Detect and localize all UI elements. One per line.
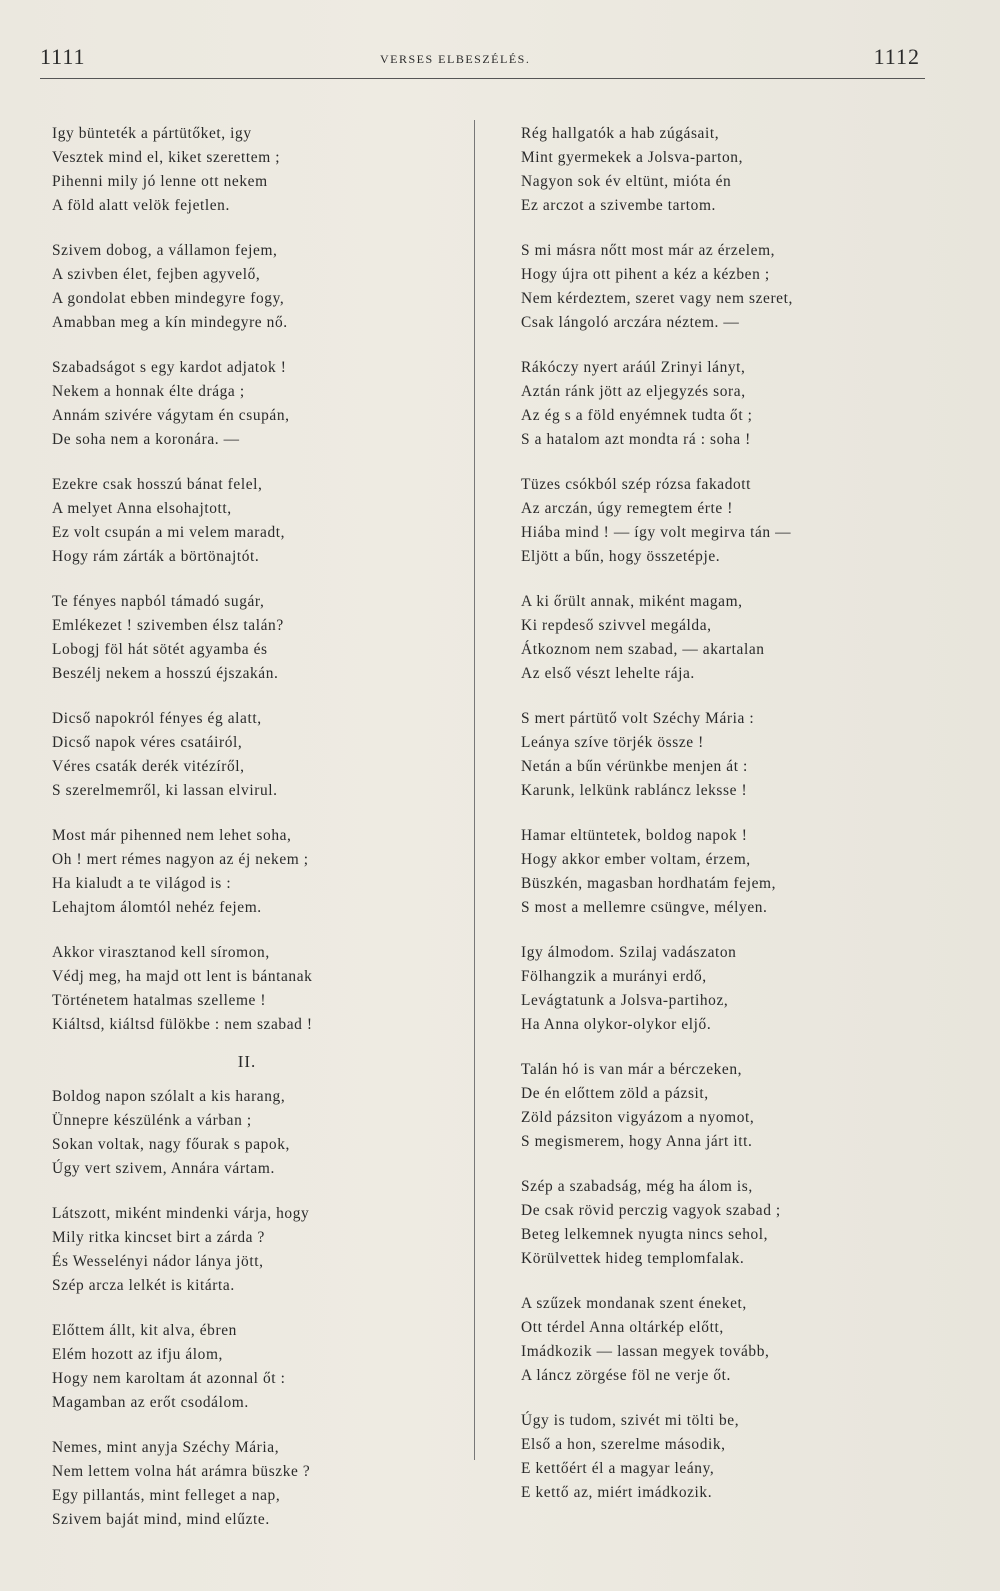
verse-line: Ha Anna olykor-olykor eljő. <box>521 1016 712 1033</box>
verse-line: Leánya szíve törjék össze ! <box>521 734 704 751</box>
verse-line: Első a hon, szerelme második, <box>521 1436 726 1453</box>
verse-line: Aztán ránk jött az eljegyzés sora, <box>521 383 746 400</box>
verse-line: Átkoznom nem szabad, — akartalan <box>521 641 765 658</box>
verse-line: Ott térdel Anna oltárkép előtt, <box>521 1319 724 1336</box>
verse-line: Szivem dobog, a vállamon fejem, <box>52 242 278 259</box>
verse-line: Mily ritka kincset birt a zárda ? <box>52 1229 265 1246</box>
verse-line: Vesztek mind el, kiket szerettem ; <box>52 149 281 166</box>
verse-line: Szabadságot s egy kardot adjatok ! <box>52 359 287 376</box>
verse-line: Szép arcza lelkét is kitárta. <box>52 1277 235 1294</box>
verse-line: Úgy is tudom, szivét mi tölti be, <box>521 1412 740 1429</box>
verse-line: Rég hallgatók a hab zúgásait, <box>521 125 720 142</box>
stanza <box>521 707 911 803</box>
stanza <box>52 473 472 569</box>
verse-line: Véres csaták derék vitézíről, <box>52 758 245 775</box>
verse-line: Előttem állt, kit alva, ébren <box>52 1322 237 1339</box>
stanza <box>521 824 911 920</box>
verse-line: A föld alatt velök fejetlen. <box>52 197 230 214</box>
verse-line: Ez arczot a szivembe tartom. <box>521 197 716 214</box>
verse-line: Az arczán, úgy remegtem érte ! <box>521 500 733 517</box>
verse-line: Boldog napon szólalt a kis harang, <box>52 1088 286 1105</box>
verse-line: Pihenni mily jó lenne ott nekem <box>52 173 268 190</box>
running-head <box>40 44 920 76</box>
verse-line: A szivben élet, fejben agyvelő, <box>52 266 261 283</box>
verse-line: E kettőért él a magyar leány, <box>521 1460 715 1477</box>
stanza <box>521 356 911 452</box>
stanza <box>521 1175 911 1271</box>
verse-line: Történetem hatalmas szelleme ! <box>52 992 267 1009</box>
verse-line: Hamar eltüntetek, boldog napok ! <box>521 827 748 844</box>
stanza <box>52 239 472 335</box>
verse-line: A szűzek mondanak szent éneket, <box>521 1295 747 1312</box>
verse-line: S megismerem, hogy Anna járt itt. <box>521 1133 753 1150</box>
stanza <box>521 122 911 218</box>
verse-line: Nem lettem volna hát arámra büszke ? <box>52 1463 311 1480</box>
verse-line: Az ég s a föld enyémnek tudta őt ; <box>521 407 753 424</box>
verse-line: Oh ! mert rémes nagyon az éj nekem ; <box>52 851 309 868</box>
verse-line: Körülvettek hideg templomfalak. <box>521 1250 745 1267</box>
verse-line: Lehajtom álomtól nehéz fejem. <box>52 899 262 916</box>
stanza <box>52 1202 472 1298</box>
verse-line: Imádkozik — lassan megyek tovább, <box>521 1343 770 1360</box>
verse-line: Ünnepre készülénk a várban ; <box>52 1112 252 1129</box>
verse-line: Kiáltsd, kiáltsd fülökbe : nem szabad ! <box>52 1016 313 1033</box>
stanza <box>521 590 911 686</box>
verse-line: Te fényes napból támadó sugár, <box>52 593 265 610</box>
verse-line: S most a mellemre csüngve, mélyen. <box>521 899 768 916</box>
verse-line: Beteg lelkemnek nyugta nincs sehol, <box>521 1226 769 1243</box>
verse-line: Látszott, miként mindenki várja, hogy <box>52 1205 310 1222</box>
stanza <box>52 122 472 218</box>
verse-line: A láncz zörgése föl ne verje őt. <box>521 1367 731 1384</box>
stanza <box>52 707 472 803</box>
running-title: VERSES ELBESZÉLÉS. <box>380 52 531 66</box>
verse-line: Mint gyermekek a Jolsva-parton, <box>521 149 744 166</box>
verse-line: És Wesselényi nádor lánya jött, <box>52 1253 264 1270</box>
verse-line: S mi másra nőtt most már az érzelem, <box>521 242 776 259</box>
verse-line: Eljött a bűn, hogy összetépje. <box>521 548 721 565</box>
verse-line: De soha nem a koronára. — <box>52 431 240 448</box>
section-number: II. <box>237 1052 257 1071</box>
verse-line: Dicső napok véres csatáiról, <box>52 734 243 751</box>
verse-line: Hogy újra ott pihent a kéz a kézben ; <box>521 266 770 283</box>
verse-line: Emlékezet ! szivemben élsz talán? <box>52 617 284 634</box>
verse-line: Ezekre csak hosszú bánat felel, <box>52 476 263 493</box>
stanza <box>521 1409 911 1505</box>
column-divider <box>474 120 475 1460</box>
verse-line: Dicső napokról fényes ég alatt, <box>52 710 262 727</box>
verse-line: De én előttem zöld a pázsit, <box>521 1085 709 1102</box>
verse-line: Az első vészt lehelte rája. <box>521 665 695 682</box>
verse-line: Tüzes csókból szép rózsa fakadott <box>521 476 752 493</box>
verse-line: Igy bünteték a pártütőket, igy <box>52 125 252 142</box>
verse-line: Amabban meg a kín mindegyre nő. <box>52 314 288 331</box>
verse-line: Sokan voltak, nagy főurak s papok, <box>52 1136 290 1153</box>
stanza <box>521 941 911 1037</box>
verse-line: Szivem baját mind, mind elűzte. <box>52 1511 270 1528</box>
verse-line: Netán a bűn vérünkbe menjen át : <box>521 758 748 775</box>
verse-line: Büszkén, magasban hordhatám fejem, <box>521 875 777 892</box>
verse-line: Rákóczy nyert aráúl Zrinyi lányt, <box>521 359 746 376</box>
stanza <box>52 590 472 686</box>
verse-line: Ez volt csupán a mi velem maradt, <box>52 524 286 541</box>
stanza <box>52 1085 472 1181</box>
verse-line: De csak rövid perczig vagyok szabad ; <box>521 1202 781 1219</box>
left-column <box>52 122 472 1553</box>
verse-line: A gondolat ebben mindegyre fogy, <box>52 290 285 307</box>
page-number-left: 1111 <box>40 44 86 69</box>
stanza <box>52 824 472 920</box>
verse-line: Fölhangzik a murányi erdő, <box>521 968 707 985</box>
verse-line: Hogy nem karoltam át azonnal őt : <box>52 1370 286 1387</box>
verse-line: Talán hó is van már a bérczeken, <box>521 1061 743 1078</box>
verse-line: Karunk, lelkünk rabláncz leksse ! <box>521 782 748 799</box>
stanza <box>52 356 472 452</box>
verse-line: Úgy vert szivem, Annára vártam. <box>52 1160 275 1177</box>
stanza <box>52 1436 472 1532</box>
verse-line: S szerelmemről, ki lassan elvirul. <box>52 782 278 799</box>
verse-line: Zöld pázsiton vigyázom a nyomot, <box>521 1109 755 1126</box>
verse-line: Nagyon sok év eltünt, mióta én <box>521 173 732 190</box>
verse-line: Beszélj nekem a hosszú éjszakán. <box>52 665 279 682</box>
verse-line: Levágtatunk a Jolsva-partihoz, <box>521 992 729 1009</box>
verse-line: Nem kérdeztem, szeret vagy nem szeret, <box>521 290 793 307</box>
verse-line: Hiába mind ! — így volt megirva tán — <box>521 524 792 541</box>
stanza <box>521 1058 911 1154</box>
verse-line: A melyet Anna elsohajtott, <box>52 500 232 517</box>
verse-line: E kettő az, miért imádkozik. <box>521 1484 713 1501</box>
stanza <box>521 473 911 569</box>
stanza <box>521 1292 911 1388</box>
verse-line: Lobogj föl hát sötét agyamba és <box>52 641 268 658</box>
right-column <box>521 122 911 1526</box>
verse-line: Hogy akkor ember voltam, érzem, <box>521 851 751 868</box>
verse-line: Annám szivére vágytam én csupán, <box>52 407 290 424</box>
verse-line: S a hatalom azt mondta rá : soha ! <box>521 431 751 448</box>
verse-line: Igy álmodom. Szilaj vadászaton <box>521 944 737 961</box>
verse-line: Akkor virasztanod kell síromon, <box>52 944 270 961</box>
verse-line: Most már pihenned nem lehet soha, <box>52 827 292 844</box>
verse-line: Elém hozott az ifju álom, <box>52 1346 223 1363</box>
verse-line: Nemes, mint anyja Széchy Mária, <box>52 1439 280 1456</box>
verse-line: Nekem a honnak élte drága ; <box>52 383 245 400</box>
verse-line: Egy pillantás, mint felleget a nap, <box>52 1487 281 1504</box>
verse-line: A ki őrült annak, miként magam, <box>521 593 743 610</box>
stanza <box>52 941 472 1037</box>
verse-line: Szép a szabadság, még ha álom is, <box>521 1178 753 1195</box>
verse-line: Hogy rám zárták a börtönajtót. <box>52 548 260 565</box>
stanza <box>52 1319 472 1415</box>
stanza <box>521 239 911 335</box>
verse-line: Ki repdeső szivvel megálda, <box>521 617 712 634</box>
verse-line: Csak lángoló arczára néztem. — <box>521 314 740 331</box>
verse-line: Ha kialudt a te világod is : <box>52 875 232 892</box>
header-rule <box>40 78 925 79</box>
page-number-right: 1112 <box>873 44 920 69</box>
verse-line: Magamban az erőt csodálom. <box>52 1394 249 1411</box>
verse-line: S mert pártütő volt Széchy Mária : <box>521 710 755 727</box>
verse-line: Védj meg, ha majd ott lent is bántanak <box>52 968 313 985</box>
